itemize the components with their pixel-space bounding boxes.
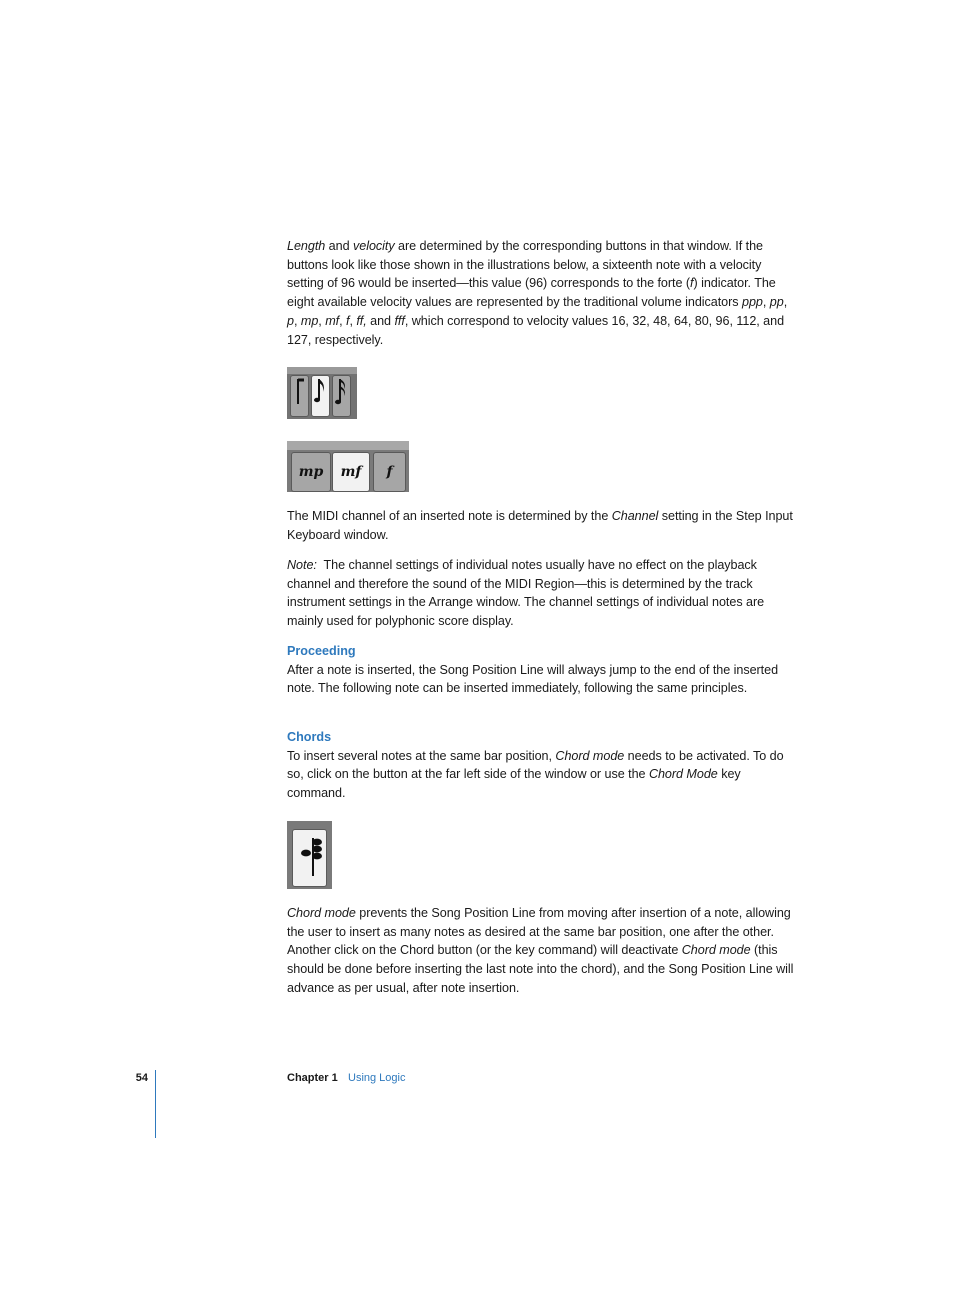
footer-chapter-title[interactable]: Using Logic — [348, 1072, 406, 1084]
sixteenth-note-button — [311, 375, 330, 417]
term-ppp: ppp — [741, 295, 763, 310]
text-run: prevents the Song Position Line from moving after insertion of a note, allowing the user to insert as many notes as desired at the same bar position, one after the other. Another click on the Chord button (or the key command) will deactivate — [287, 906, 791, 958]
text-run: , — [762, 295, 770, 310]
chords-section — [287, 728, 799, 803]
text-run: (this should be done before inserting the last note into the chord), and the Song Position Line will advance as per usual, after note insertion. — [287, 943, 794, 995]
text-run: and — [366, 313, 395, 328]
text-run: and — [325, 239, 353, 253]
sixteenth-note-icon — [333, 376, 350, 416]
footer-chapter: Chapter 1 — [287, 1072, 338, 1084]
term-chord-mode-key: Chord Mode — [648, 767, 718, 782]
proceeding-section — [287, 642, 799, 698]
panel-top-strip — [287, 367, 357, 374]
note-text: The channel settings of individual notes usually have no effect on the playback channel and therefore the sound of the MIDI Region—this is determined by the track instrument settings in the Arrange window. The channel settings of individual notes are mainly used for polyphonic score display. — [287, 558, 768, 629]
note-label: Note: — [287, 558, 317, 572]
text-run: , — [339, 313, 346, 328]
term-velocity: velocity — [353, 239, 395, 253]
term-pp: pp — [769, 295, 784, 310]
panel-top-strip — [287, 441, 409, 450]
note-length-buttons-image — [287, 367, 357, 419]
proceeding-heading: Proceeding — [287, 644, 356, 658]
term-f2: f — [345, 313, 350, 328]
term-ff: ff, — [356, 313, 367, 328]
velocity-mp-button — [291, 452, 331, 492]
text-run: ) indicator. The eight available velocity values are represented by the traditional volume indicators — [287, 276, 776, 310]
eighth-note-icon — [312, 376, 329, 416]
velocity-f-label: f — [386, 464, 393, 480]
velocity-mf-label: mf — [340, 464, 362, 480]
term-mf: mf — [325, 313, 340, 328]
term-p: p — [287, 313, 294, 328]
quarter-note-button — [290, 375, 309, 417]
velocity-f-button — [373, 452, 406, 492]
term-length: Length — [287, 239, 326, 253]
text-run: To insert several notes at the same bar position, — [287, 748, 556, 763]
text-run: , — [349, 313, 357, 328]
term-channel: Channel — [611, 509, 659, 523]
chords-heading: Chords — [287, 730, 332, 744]
text-run: setting in the Step Input Keyboard window. — [287, 509, 793, 542]
footer-divider — [155, 1070, 156, 1138]
term-f: f — [690, 276, 694, 291]
velocity-mp-label: mp — [298, 464, 324, 480]
velocity-mf-button — [332, 452, 370, 492]
term-chord-mode: Chord mode — [681, 943, 751, 958]
text-run: , — [293, 313, 301, 328]
term-fff: fff — [394, 313, 405, 328]
intro-paragraph — [287, 237, 799, 349]
thirty-second-note-button — [332, 375, 351, 417]
quarter-note-icon — [291, 376, 308, 416]
chord-notes-icon — [293, 830, 326, 886]
text-run: , — [318, 313, 326, 328]
text-run: key command. — [287, 767, 741, 801]
term-mp: mp — [300, 313, 319, 328]
text-run: , — [783, 295, 788, 310]
text-run: The MIDI channel of an inserted note is determined by the — [287, 509, 612, 523]
velocity-buttons-image — [287, 441, 409, 492]
text-run: are determined by the corresponding buttons in that window. If the buttons look like those shown in the illustrations below, a sixteenth note with a velocity setting of 96 would be inserted—this value (96) corresponds to the forte ( — [287, 239, 763, 291]
text-run: , which correspond to velocity values 16, 32, 48, 64, 80, 96, 112, and 127, respectively. — [287, 313, 785, 347]
term-chord-mode: Chord mode — [287, 906, 356, 920]
chord-mode-button-image — [287, 821, 332, 889]
chord-mode-button — [292, 829, 327, 887]
page-number: 54 — [135, 1072, 148, 1084]
note-paragraph — [287, 556, 799, 631]
proceeding-text: After a note is inserted, the Song Position Line will always jump to the end of the inserted note. The following note can be inserted immediately, following the same principles. — [287, 662, 779, 696]
term-chord-mode: Chord mode — [555, 748, 625, 763]
text-run: needs to be activated. To do so, click on the button at the far left side of the window or use the — [287, 748, 784, 782]
chord-mode-paragraph — [287, 904, 799, 998]
channel-paragraph — [287, 507, 799, 544]
